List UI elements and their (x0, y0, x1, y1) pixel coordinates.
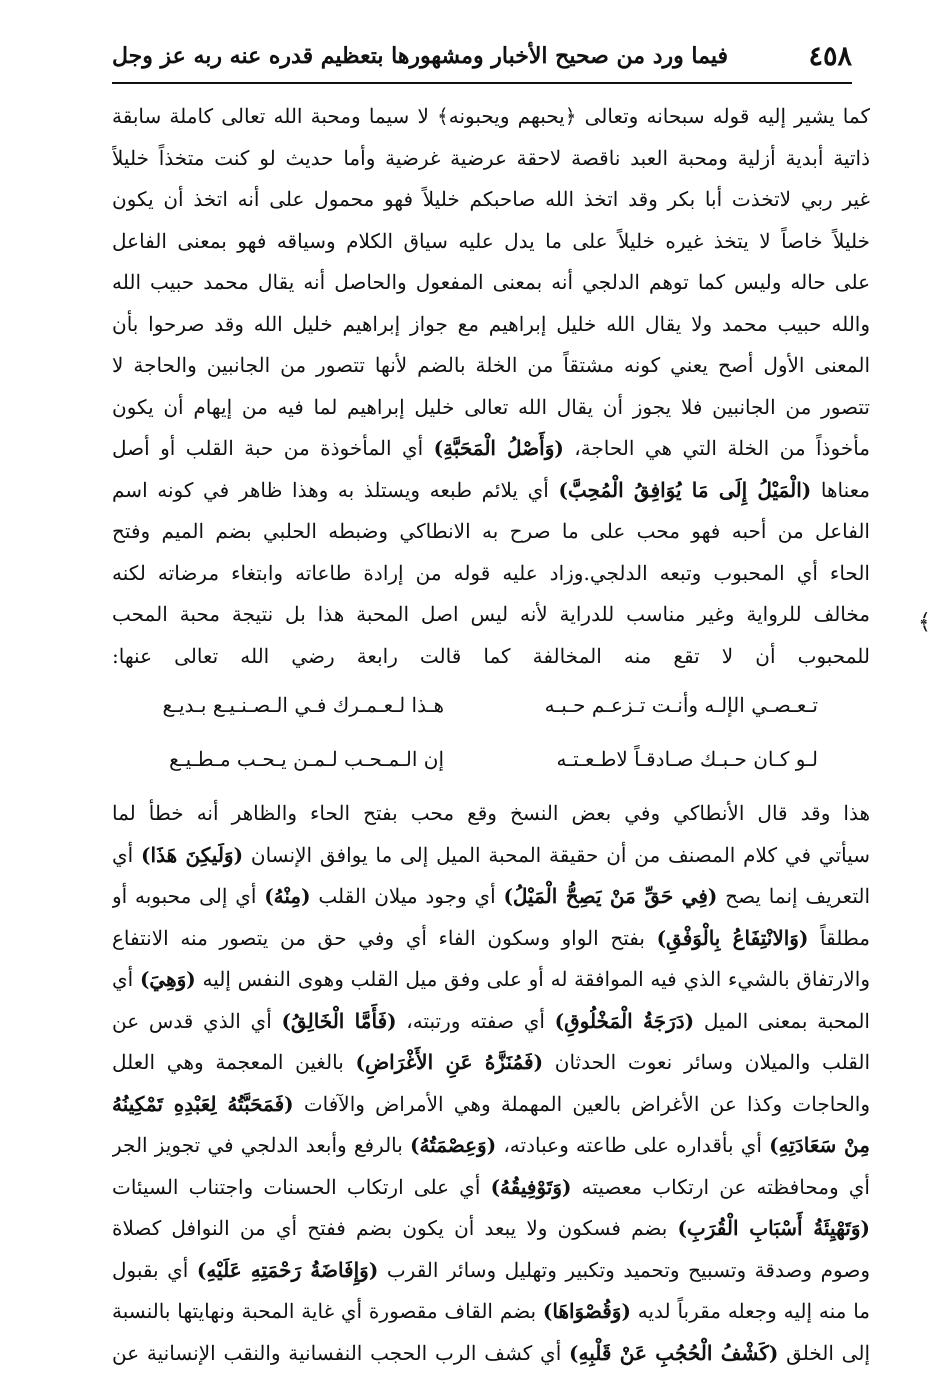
matn-quote: (فِي حَقِّ مَنْ يَصِحُّ الْمَيْلُ) (503, 884, 718, 908)
matn-quote: (فَمَحَبَّتُهُ لِعَبْدِهِ تَمْكِينُهُ (112, 1091, 294, 1116)
commentary-text: والارتفاق بالشيء الذي فيه الموافقة له أو على وفق ميل القلب وهوى النفس إليه (195, 967, 870, 991)
commentary-text: معناها (811, 477, 870, 502)
matn-quote: (مِنْهُ) (264, 884, 311, 908)
matn-quote: (وَإِفَاضَةُ رَحْمَتِهِ عَلَيْهِ) (196, 1257, 379, 1282)
text-line (112, 1042, 870, 1084)
text-line: غير ربي لاتخذت أبا بكر وقد اتخذ الله صاحبكم خليلاً فهو محمول على أنه اتخذ أن يكون (112, 187, 870, 211)
matn-quote: مِنْ سَعَادَتِهِ) (769, 1133, 870, 1157)
text-line (112, 470, 870, 512)
text-line (112, 1167, 870, 1209)
matn-quote: (وَأَصْلُ الْمَحَبَّةِ) (433, 436, 564, 460)
commentary-text: أي صفته ورتبته، (396, 1008, 555, 1033)
commentary-text: المحبة بمعنى الميل (694, 1008, 870, 1033)
matn-quote: (وَتَهْيِئَةُ أَسْبَابِ الْقُرَبِ) (677, 1216, 870, 1240)
matn-quote: (وَتَوْفِيقُهُ) (490, 1174, 572, 1199)
text-line: هذا وقد قال الأنطاكي وفي بعض النسخ وقع محب بفتح الحاء والظاهر أنه خطأ لما (112, 801, 870, 825)
commentary-text: بفتح الواو وسكون الفاء أي وفي حق من يتصور منه الانتفاع (112, 925, 657, 950)
matn-quote: (وَقُصْوَاهَا) (542, 1299, 631, 1323)
text-line: تتصور من الجانبين فلا يجوز أن يقال الله تعالى خليل إبراهيم لما فيه من إيهام أن يكون (112, 394, 870, 419)
text-line (112, 959, 870, 1001)
commentary-text: مأخوذاً من الخلة التي هي الحاجة، (563, 436, 870, 460)
text-line: المعنى الأول أصح يعني كونه مشتقاً من الخلة بالضم لأنها تتصور من الجانبين والحاجة لا (112, 353, 870, 377)
text-line: ذاتية أبدية أزلية ومحبة العبد ناقصة لاحقة عرضية غرضية وأما حديث لو كنت متخذاً خليلاً (112, 145, 870, 170)
commentary-text: التعريف إنما يصح (717, 884, 870, 908)
commentary-text: أي وجود ميلان القلب (310, 884, 504, 908)
page-header (112, 30, 852, 84)
text-line: كما يشير إليه قوله سبحانه وتعالى ﴿يحبهم ويحبونه﴾ لا سيما ومحبة الله تعالى كاملة سابقة (112, 104, 870, 128)
text-line (112, 835, 870, 877)
text-line (112, 1208, 870, 1250)
text-line (112, 1084, 870, 1126)
commentary-text: مطلقاً (808, 925, 870, 950)
commentary-text: بضم فسكون ولا يبعد أن يكون بضم ففتح أي من النوافل كصلاة (112, 1216, 678, 1240)
text-line: على حاله وليس كما توهم الدلجي أنه بمعنى المفعول والحاصل أنه يقال محمد حبيب الله (112, 270, 870, 294)
text-line (112, 1001, 870, 1043)
verse-first-hemistich: لـو كـان حـبـك صـادقـاً لاطـعـتـه (556, 747, 818, 771)
matn-quote: (دَرَجَةُ الْمَخْلُوقِ) (554, 1008, 695, 1033)
commentary-text: أي ومحافظته عن ارتكاب معصيته (571, 1174, 870, 1199)
running-title: فيما ورد من صحيح الأخبار ومشهورها بتعظيم قدره عنه ربه عز وجل (112, 43, 728, 69)
matn-quote: (فَمُنَزَّهُ عَنِ الأَغْرَاضِ) (355, 1050, 544, 1074)
verse-second-hemistich: هـذا لـعـمـرك فـي الـصـنـيـع بـديـع (162, 693, 444, 717)
commentary-text: سيأتي في كلام المصنف من أن حقيقة المحبة الميل إلى ما يوافق الإنسان (243, 842, 870, 867)
page-number: ٤٥٨ (808, 40, 852, 72)
text-line: الفاعل من أحبه فهو محب على ما صرح به الانطاكي وضبطه الحلبي بضم الميم وفتح (112, 519, 870, 543)
matn-quote: (كَشْفُ الْحُجُبِ عَنْ قَلْبِهِ) (569, 1340, 779, 1365)
commentary-text: أي بقبول (112, 1257, 197, 1282)
text-line (112, 1125, 870, 1167)
text-line (112, 876, 870, 918)
commentary-text: أي يلائم طبعه ويستلذ به وهذا ظاهر في كونه اسم (112, 477, 559, 502)
body-text (112, 96, 870, 1374)
commentary-text: بالرفع وأبعد الدلجي في تجويز الجر (112, 1133, 410, 1157)
text-line: الحاء أي المحبوب وتبعه الدلجي.وزاد عليه قوله من إرادة طاعاته وابتغاء مرضاته لكنه (112, 560, 870, 585)
verse-second-hemistich: إن الـمـحـب لـمـن يـحـب مـطـيـع (169, 747, 444, 771)
text-line (112, 428, 870, 470)
commentary-text: أي على ارتكاب الحسنات واجتناب السيئات (112, 1174, 491, 1199)
commentary-text: أي إلى محبوبه أو (112, 884, 265, 908)
matn-quote: (وَلَيكِنَ هَذَا) (141, 842, 244, 867)
text-line: مخالف للرواية وغير مناسب للدراية لأنه ليس اصل المحبة هذا بل نتيجة محبة المحب (112, 602, 870, 626)
verse-first-hemistich: تـعـصـي الإلـه وأنـت تـزعـم حـبـه (544, 693, 818, 717)
commentary-text: إلى الخلق (778, 1340, 870, 1365)
text-line: والله حبيب محمد ولا يقال الله خليل إبراهيم مع جواز إبراهيم خليل الله وقد صرحوا بأن (112, 311, 870, 336)
text-line (112, 918, 870, 960)
poem (112, 677, 870, 793)
text-line: خليلاً خاصاً لا يتخذ غيره خليلاً على ما يدل عليه سياق الكلام وسياقه فهو بمعنى الفاعل (112, 228, 870, 253)
commentary-text: والحاجات وكذا عن الأغراض بالعين المهملة وهي الأمراض والآفات (293, 1091, 870, 1116)
text-line (112, 1250, 870, 1292)
commentary-text: أي (112, 842, 142, 867)
commentary-text: أي كشف الرب الحجب النفسانية والنقب الإنسانية عن (112, 1340, 570, 1365)
commentary-text: أي (112, 967, 140, 991)
matn-quote: (الْمَيْلُ إِلَى مَا يُوَافِقُ الْمُحِبَّ) (558, 477, 812, 502)
commentary-text: بالغين المعجمة وهي العلل (112, 1050, 356, 1074)
commentary-text: وصوم وصدقة وتسبيح وتحميد وتكبير وتهليل وسائر القرب (378, 1257, 870, 1282)
commentary-text: أي الذي قدس عن (112, 1008, 282, 1033)
matn-quote: (وَعِصْمَتُهُ) (410, 1133, 497, 1157)
margin-mark: ﴾ (918, 610, 931, 635)
matn-quote: (وَالانْتِفَاعُ بِالْوَفْقِ) (656, 925, 809, 950)
commentary-text: أي بأقداره على طاعته وعبادته، (496, 1133, 770, 1157)
text-line: للمحبوب أن لا تقع منه المخالفة كما قالت رابعة رضي الله تعالى عنها: (112, 643, 870, 668)
matn-quote: (فَأَمَّا الْخَالِقُ) (281, 1008, 397, 1033)
text-line (112, 1333, 870, 1375)
commentary-text: القلب والميلان وسائر نعوت الحدثان (543, 1050, 870, 1074)
commentary-text: بضم القاف مقصورة أي غاية المحبة ونهايتها بالنسبة (112, 1299, 543, 1323)
commentary-text: أي المأخوذة من حبة القلب أو أصل (112, 436, 434, 460)
commentary-text: ما منه إليه وجعله مقرباً لديه (630, 1299, 870, 1323)
text-line (112, 1291, 870, 1333)
matn-quote: (وَهِيَ) (139, 967, 196, 991)
